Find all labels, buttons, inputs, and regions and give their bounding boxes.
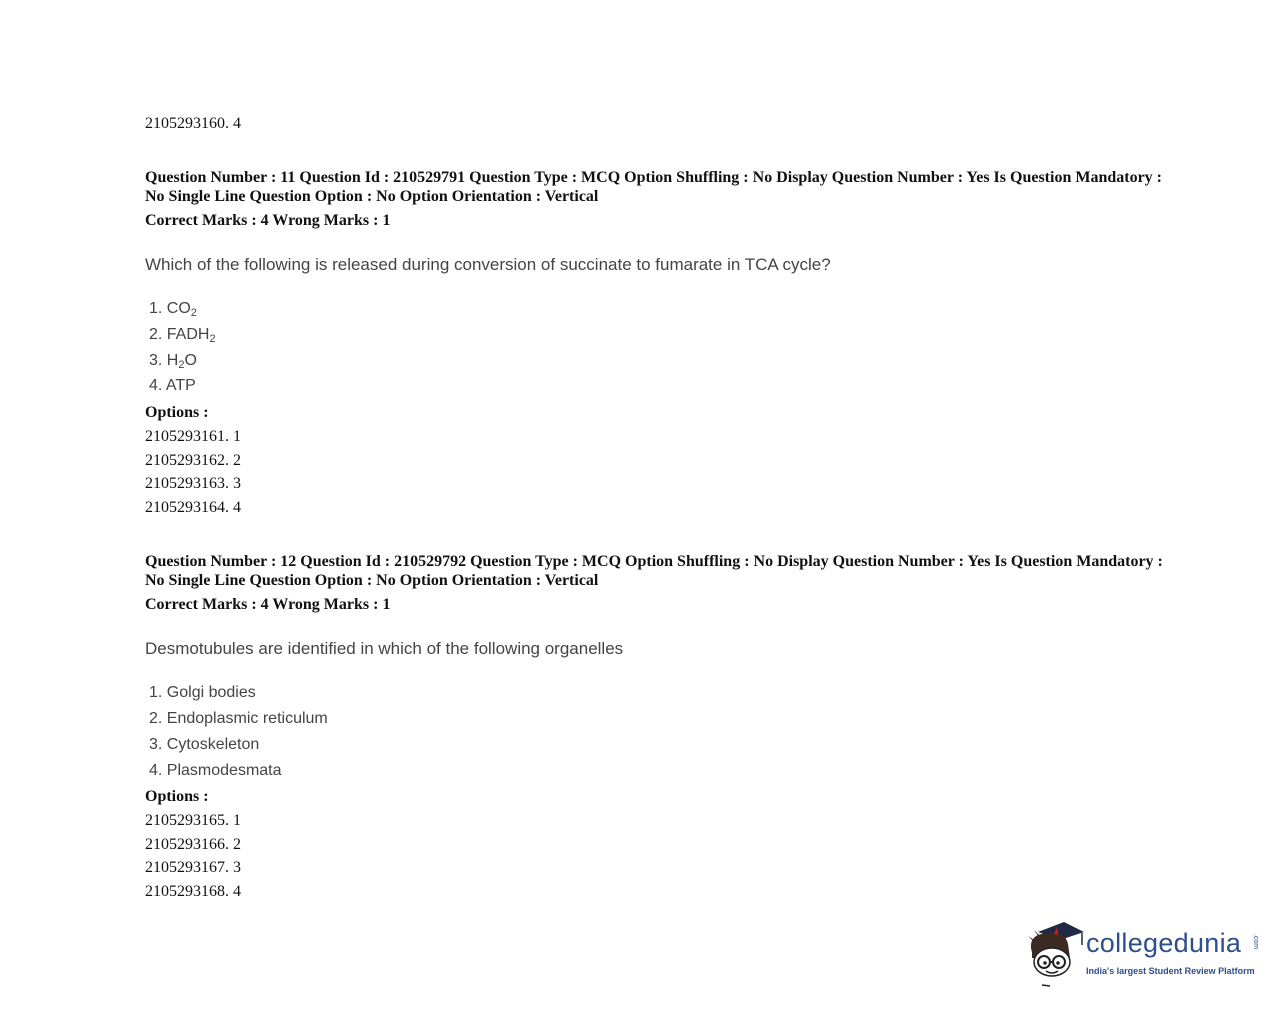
option-id-line: 2105293160. 4: [145, 115, 241, 132]
option-id-line: 2105293163. 3: [145, 475, 241, 492]
question-meta-11: Question Number : 11 Question Id : 210529791 Question Type : MCQ Option Shuffling : No Display Question Number : Yes Is Question Mandatory : No Single Line Question Option : No Option Orientation : Vertical: [145, 169, 1162, 205]
choice-item: 1. $CO_2$: [149, 300, 197, 319]
choice-item: 3. Cytoskeleton: [149, 736, 260, 753]
option-id-line: 2105293167. 3: [145, 859, 241, 876]
choice-item: 2. Endoplasmic reticulum: [149, 710, 328, 727]
choice-item: 3. $H_2O$: [149, 352, 197, 371]
choice-item: 4. Plasmodesmata: [149, 762, 282, 779]
options-heading-11: Options :: [145, 404, 209, 421]
choice-item: 4. ATP: [149, 377, 196, 394]
logo-tagline: India's largest Student Review Platform: [1086, 966, 1255, 976]
option-id-line: 2105293168. 4: [145, 883, 241, 900]
question-meta-12: Question Number : 12 Question Id : 210529792 Question Type : MCQ Option Shuffling : No Display Question Number : Yes Is Question Mandatory : No Single Line Question Option : No Option Orientation : Vertical: [145, 553, 1163, 589]
marks-line-12: Correct Marks : 4 Wrong Marks : 1: [145, 596, 391, 613]
logo-domain: .com: [1252, 933, 1260, 950]
option-id-line: 2105293166. 2: [145, 836, 241, 853]
option-id-line: 2105293165. 1: [145, 812, 241, 829]
option-id-line: 2105293164. 4: [145, 499, 241, 516]
logo-wordmark: collegedunia: [1086, 928, 1242, 958]
option-id-line: 2105293161. 1: [145, 428, 241, 445]
options-heading-12: Options :: [145, 788, 209, 805]
choice-item: 2. $FADH_2$: [149, 326, 216, 345]
marks-line-11: Correct Marks : 4 Wrong Marks : 1: [145, 212, 391, 229]
mascot-icon: [1024, 918, 1088, 990]
question-text-12: Desmotubules are identified in which of the following organelles: [145, 639, 624, 658]
option-id-line: 2105293162. 2: [145, 452, 241, 469]
question-text-11: Which of the following is released during conversion of succinate to fumarate in TCA cycle?: [145, 255, 831, 274]
choice-item: 1. Golgi bodies: [149, 684, 256, 701]
collegedunia-logo: [1024, 918, 1264, 990]
